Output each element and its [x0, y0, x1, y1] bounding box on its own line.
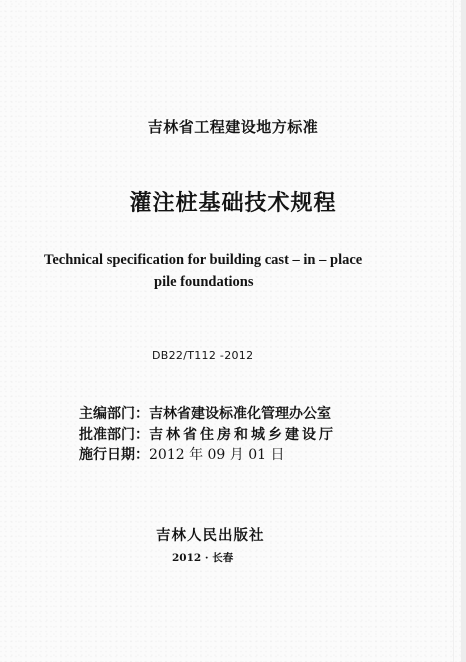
editor-value: 吉林省建设标准化管理办公室 — [149, 406, 331, 422]
document-title-english-line-1: Technical specification for building cast – in – place — [44, 252, 363, 268]
standard-category-heading: 吉林省工程建设地方标准 — [147, 118, 319, 136]
page-edge-line — [453, 0, 454, 662]
page-edge — [461, 0, 466, 662]
effective-date-value: 2012 年 09 月 01 日 — [149, 447, 285, 463]
effective-date-label: 施行日期： — [79, 447, 149, 463]
approver-label: 批准部门： — [79, 427, 149, 443]
publication-year-place: 2012 · 长春 — [172, 552, 234, 564]
editor-row — [79, 403, 331, 423]
effective-date-row — [79, 444, 285, 464]
document-title-chinese: 灌注桩基础技术规程 — [129, 191, 337, 216]
document-title-english-line-2: pile foundations — [154, 274, 254, 290]
approver-row — [79, 424, 336, 444]
standard-number: DB22/T112 -2012 — [152, 349, 254, 362]
approver-value: 吉林省住房和城乡建设厅 — [149, 427, 336, 443]
editor-label: 主编部门： — [79, 406, 149, 422]
publisher-name: 吉林人民出版社 — [156, 527, 265, 544]
